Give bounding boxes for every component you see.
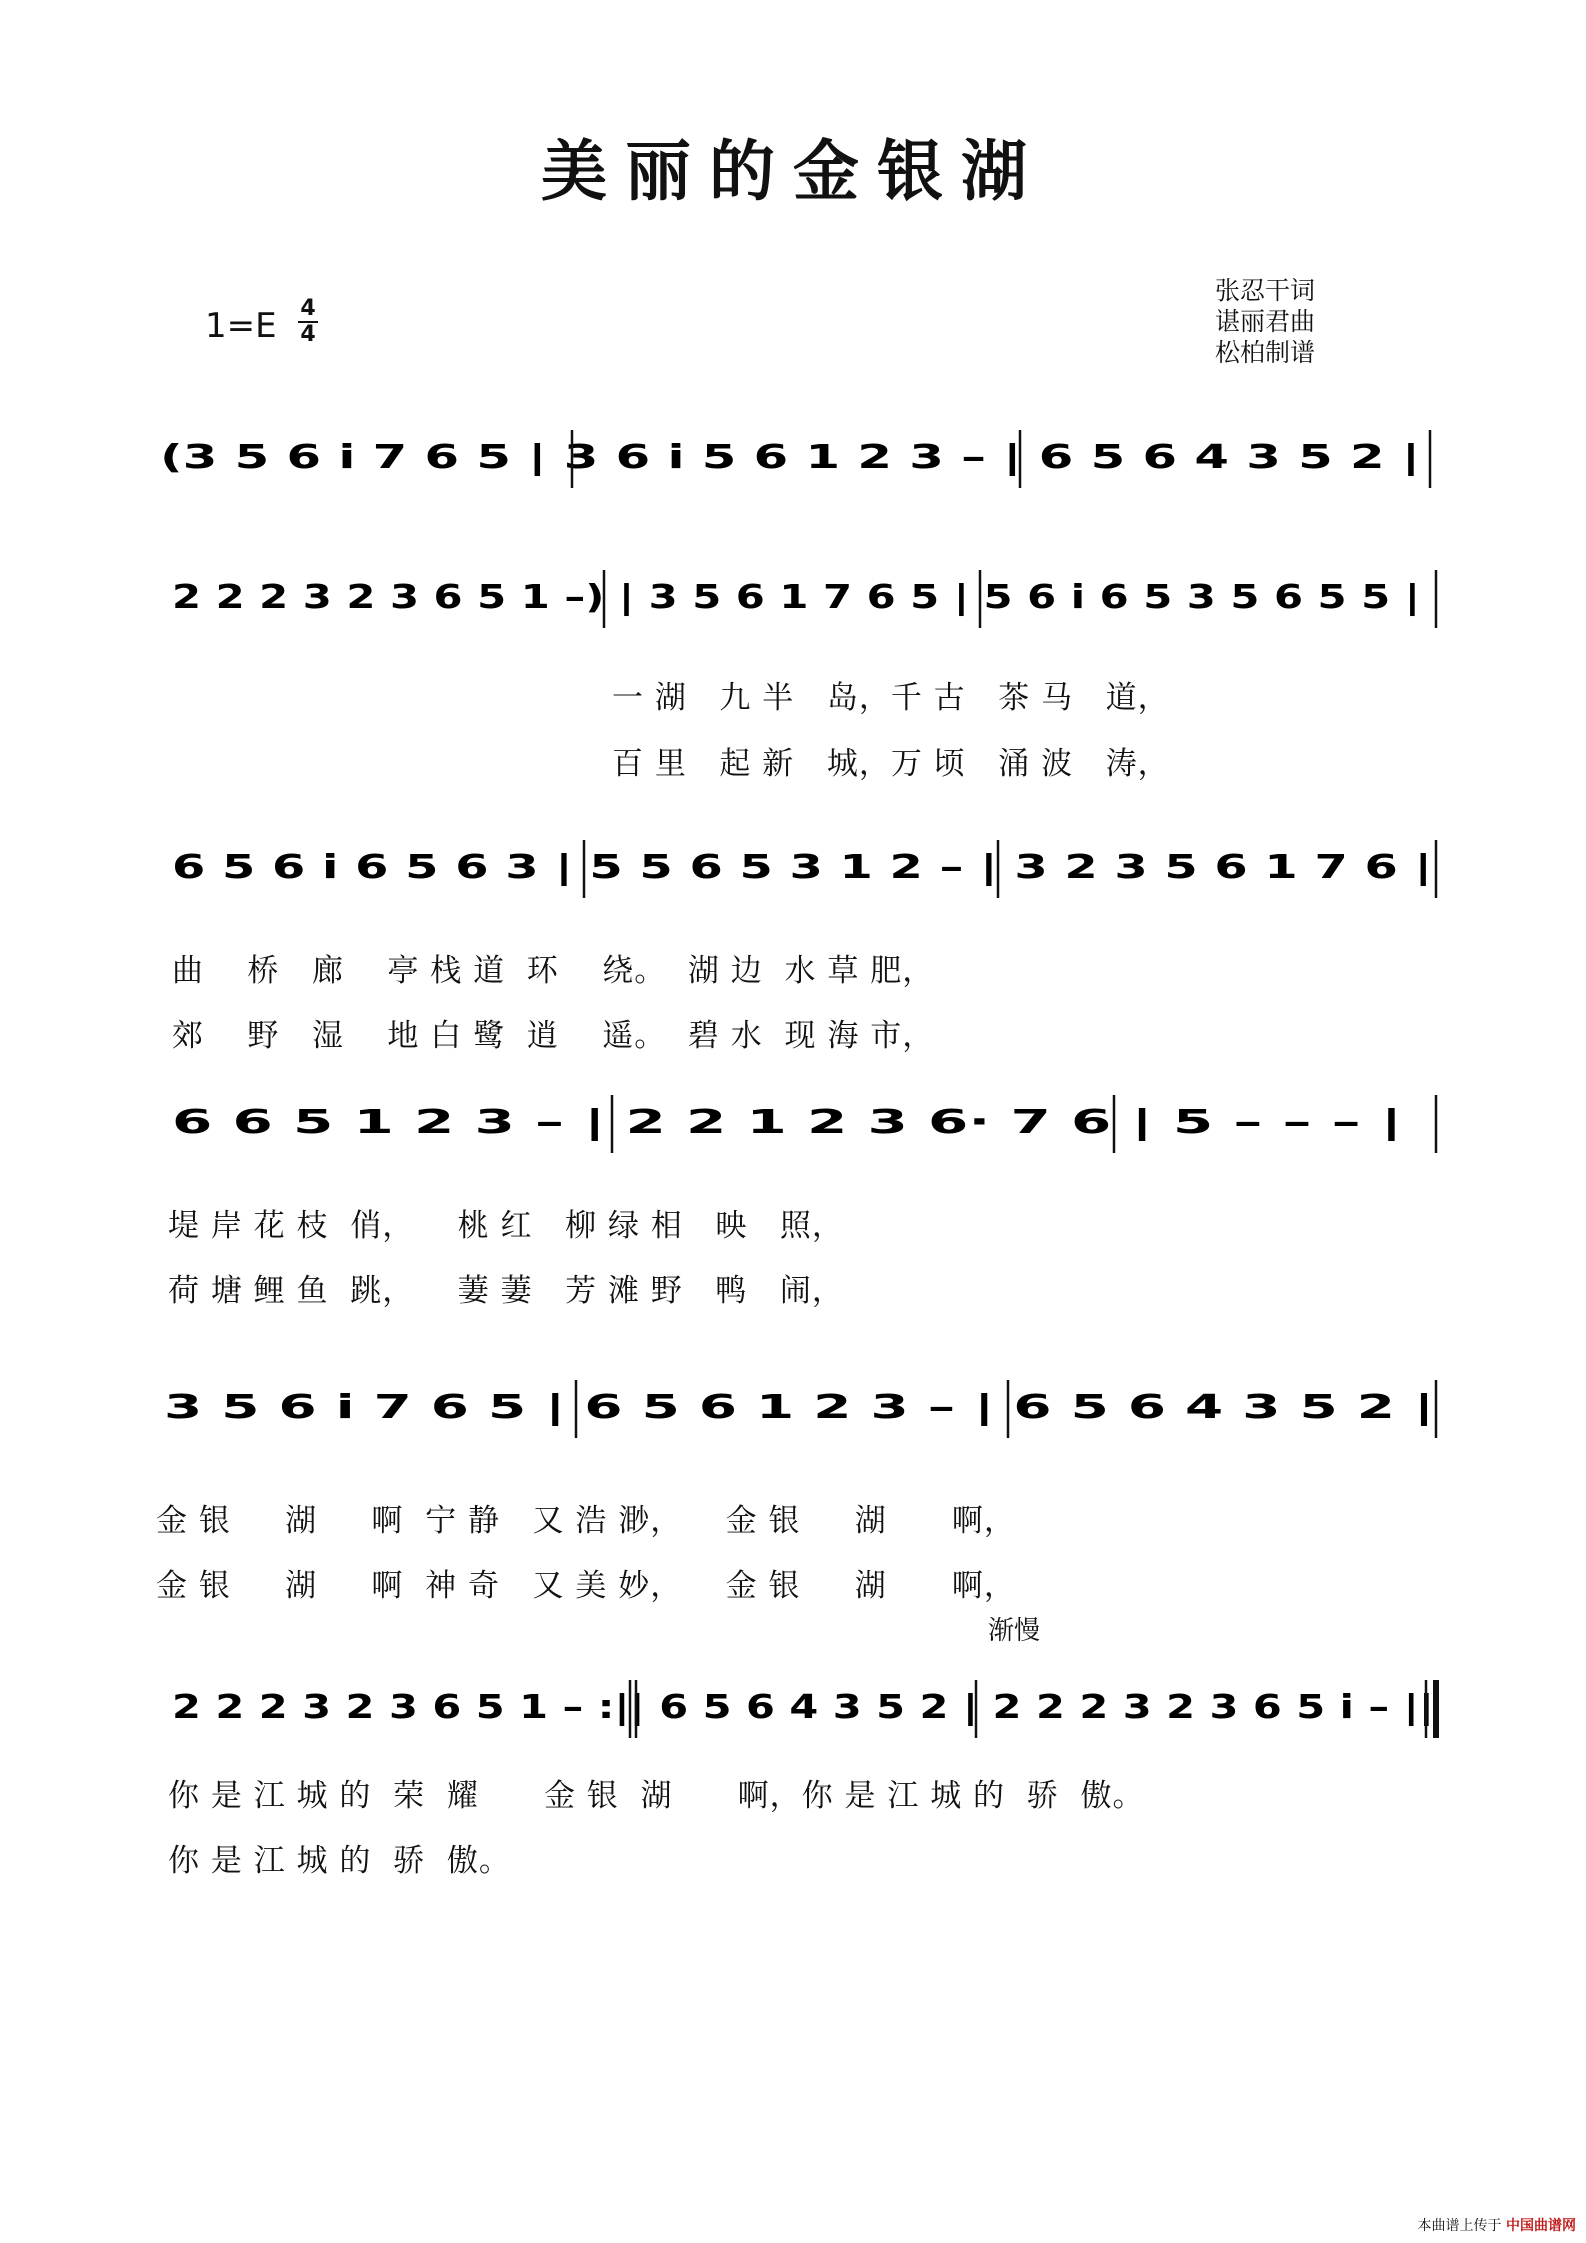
engraver: 松柏制谱 bbox=[1215, 338, 1316, 367]
lyric-line-6-verse-2: 你 是 江 城 的 骄 傲。 bbox=[168, 1843, 511, 1879]
lyric-line-3-verse-2: 郊 野 湿 地 白 鹭 逍 遥。 碧 水 现 海 市， bbox=[172, 1018, 935, 1054]
lyric-line-3-verse-1: 曲 桥 廊 亭 栈 道 环 绕。 湖 边 水 草 肥， bbox=[172, 953, 935, 989]
lyric-line-6-verse-1: 你 是 江 城 的 荣 耀 金 银 湖 啊，你 是 江 城 的 骄 傲。 bbox=[168, 1778, 1145, 1814]
credits bbox=[1215, 275, 1315, 368]
key-signature: 1=E bbox=[205, 306, 277, 346]
lyricist: 张忍干词 bbox=[1215, 276, 1316, 305]
lyric-line-5-verse-2: 金 银 湖 啊 神 奇 又 美 妙， 金 银 湖 啊， bbox=[156, 1568, 1016, 1604]
staff-line-1 bbox=[0, 420, 1586, 500]
lyric-line-4-verse-2: 荷 塘 鲤 鱼 跳， 萋 萋 芳 滩 野 鸭 闹， bbox=[168, 1273, 844, 1309]
footer bbox=[1418, 2215, 1576, 2235]
staff-line-4 bbox=[0, 1085, 1586, 1165]
footer-text: 本曲谱上传于 bbox=[1417, 2218, 1502, 2234]
staff-line-3 bbox=[0, 830, 1586, 910]
staff-line-2 bbox=[0, 560, 1586, 640]
staff-line-6 bbox=[0, 1670, 1586, 1750]
footer-brand[interactable]: 中国曲谱网 bbox=[1506, 2218, 1576, 2234]
lyric-line-2-verse-2: 百 里 起 新 城，万 顷 涌 波 涛， bbox=[612, 746, 1170, 782]
time-bottom: 4 bbox=[300, 322, 316, 347]
notes-line-5: 3 5 6 i 7 6 5 | 6 5 6 1 2 3 – | 6 5 6 4 3 5 2 | bbox=[164, 1387, 1434, 1426]
notes-line-6: 2 2 2 3 2 3 6 5 1 – :|| 6 5 6 4 3 5 2 | 2 2 2 3 2 3 6 5 i – || bbox=[172, 1687, 1434, 1726]
composer: 谌丽君曲 bbox=[1215, 307, 1316, 336]
lyric-line-4-verse-1: 堤 岸 花 枝 俏， 桃 红 柳 绿 相 映 照， bbox=[168, 1208, 844, 1244]
notes-line-1: (3 5 6 i 7 6 5 | 3 6 i 5 6 1 2 3 – | 6 5 6 4 3 5 2 | bbox=[160, 437, 1420, 476]
tempo-mark: 渐慢 bbox=[988, 1616, 1041, 1646]
lyric-line-2-verse-1: 一 湖 九 半 岛，千 古 茶 马 道， bbox=[612, 680, 1170, 716]
lyric-line-5-verse-1: 金 银 湖 啊 宁 静 又 浩 渺， 金 银 湖 啊， bbox=[156, 1503, 1016, 1539]
notes-line-3: 6 5 6 i 6 5 6 3 | 5 5 6 5 3 1 2 – | 3 2 3 5 6 1 7 6 | bbox=[172, 847, 1432, 886]
notes-line-2: 2 2 2 3 2 3 6 5 1 –) | 3 5 6 1 7 6 5 | 5 6 i 6 5 3 5 6 5 5 | bbox=[172, 577, 1420, 616]
time-top: 4 bbox=[300, 296, 316, 321]
staff-line-5 bbox=[0, 1370, 1586, 1450]
time-signature bbox=[298, 298, 318, 346]
notes-line-4: 6 6 5 1 2 3 – | 2 2 1 2 3 6· 7 6 | 5 – – – | bbox=[172, 1102, 1402, 1141]
page-title: 美丽的金银湖 bbox=[541, 132, 1045, 210]
